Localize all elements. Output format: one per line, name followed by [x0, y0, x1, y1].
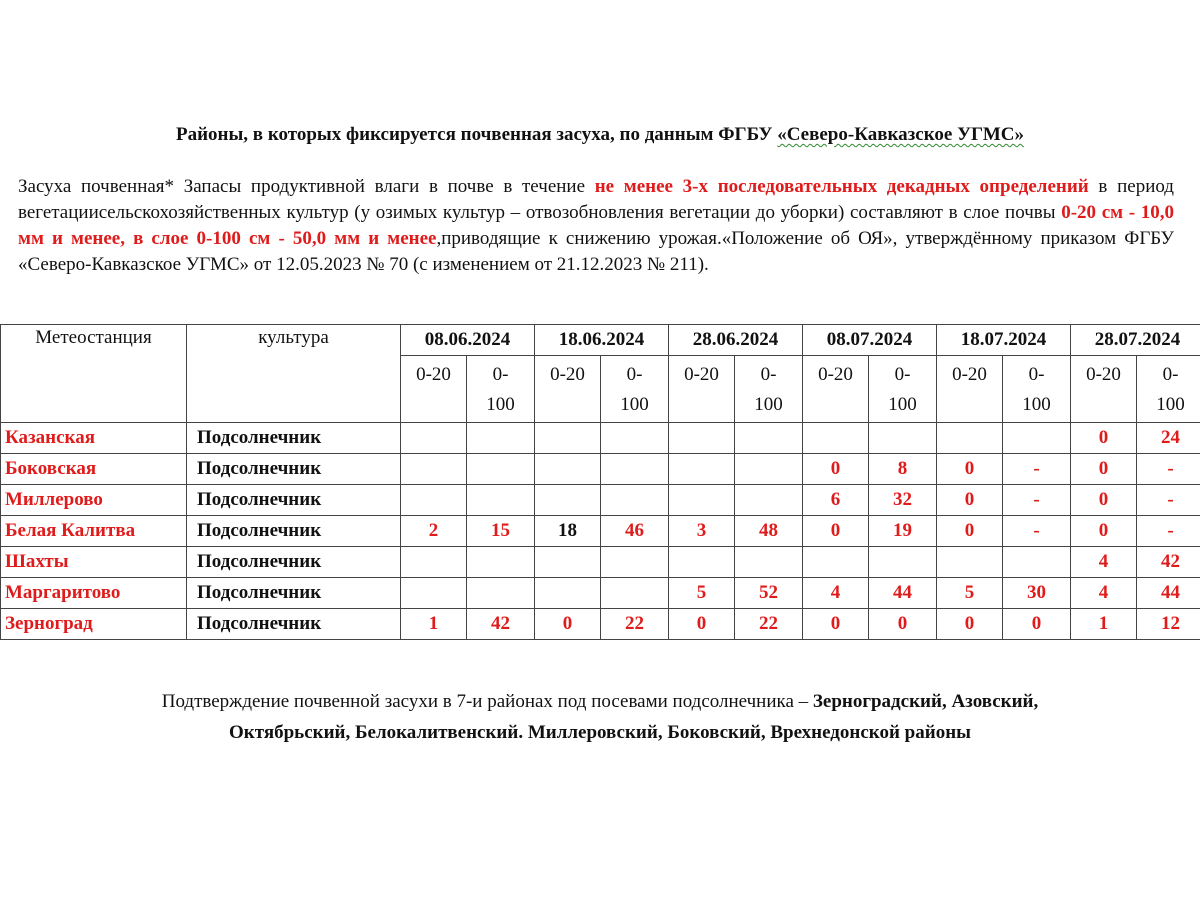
table-row — [1, 609, 1200, 640]
crop-name: Подсолнечник — [187, 454, 401, 485]
subheader-0-100: 0- 100 — [1003, 356, 1071, 423]
moisture-value — [401, 578, 467, 609]
header-date: 28.07.2024 — [1071, 325, 1200, 356]
moisture-value: 0 — [1071, 454, 1137, 485]
moisture-value — [467, 578, 535, 609]
crop-name: Подсолнечник — [187, 423, 401, 454]
moisture-value — [535, 485, 601, 516]
para-part-2: в период вегетацииcельскохозяйственных культур (у озимых культур – отвозобновления вегетации до уборки) составляют в слое почвы — [18, 176, 1174, 223]
moisture-value: 19 — [869, 516, 937, 547]
moisture-value: 44 — [869, 578, 937, 609]
moisture-value: - — [1003, 516, 1071, 547]
para-red-2: 0-20 см - 10,0 мм и менее, в слое 0-100 см - 50,0 мм и менее — [18, 202, 1174, 249]
moisture-value — [401, 454, 467, 485]
moisture-value — [1003, 547, 1071, 578]
crop-name: Подсолнечник — [187, 547, 401, 578]
moisture-value — [467, 454, 535, 485]
station-name: Маргаритово — [1, 578, 187, 609]
para-red-1: не менее 3-х последовательных декадных определений — [594, 176, 1089, 197]
moisture-value — [735, 547, 803, 578]
moisture-value — [535, 454, 601, 485]
moisture-value: 0 — [1071, 485, 1137, 516]
moisture-value: 15 — [467, 516, 535, 547]
moisture-value: 0 — [803, 454, 869, 485]
subheader-0-100: 0- 100 — [735, 356, 803, 423]
moisture-value: 6 — [803, 485, 869, 516]
moisture-value: 0 — [937, 485, 1003, 516]
header-row — [1, 325, 1200, 356]
moisture-value — [535, 578, 601, 609]
subheader-0-100: 0- 100 — [467, 356, 535, 423]
header-date: 08.07.2024 — [803, 325, 937, 356]
moisture-value: 22 — [735, 609, 803, 640]
footer-note — [0, 686, 1200, 748]
footer-line-2 — [0, 717, 1200, 748]
moisture-value — [535, 547, 601, 578]
moisture-value: 0 — [803, 516, 869, 547]
header-date: 18.06.2024 — [535, 325, 669, 356]
crop-name: Подсолнечник — [187, 578, 401, 609]
moisture-value — [869, 423, 937, 454]
subheader-0-20: 0-20 — [401, 356, 467, 423]
moisture-value: 32 — [869, 485, 937, 516]
moisture-value — [401, 485, 467, 516]
moisture-value: - — [1003, 485, 1071, 516]
moisture-value: 5 — [669, 578, 735, 609]
moisture-value — [669, 547, 735, 578]
moisture-value: 0 — [937, 454, 1003, 485]
moisture-value — [937, 423, 1003, 454]
header-date: 08.06.2024 — [401, 325, 535, 356]
table-row — [1, 454, 1200, 485]
subheader-0-20: 0-20 — [937, 356, 1003, 423]
moisture-value: 12 — [1137, 609, 1200, 640]
moisture-value: 8 — [869, 454, 937, 485]
moisture-value: - — [1137, 485, 1200, 516]
drought-table — [0, 324, 1200, 640]
moisture-value — [401, 423, 467, 454]
moisture-value: 0 — [803, 609, 869, 640]
moisture-value: 18 — [535, 516, 601, 547]
moisture-value — [535, 423, 601, 454]
moisture-value: 2 — [401, 516, 467, 547]
moisture-value: 3 — [669, 516, 735, 547]
moisture-value — [735, 423, 803, 454]
footer-line-1 — [0, 686, 1200, 717]
moisture-value — [467, 547, 535, 578]
moisture-value — [601, 423, 669, 454]
moisture-value — [735, 485, 803, 516]
station-name: Белая Калитва — [1, 516, 187, 547]
moisture-value: 4 — [1071, 578, 1137, 609]
moisture-value: 5 — [937, 578, 1003, 609]
moisture-value — [803, 547, 869, 578]
moisture-value — [467, 423, 535, 454]
moisture-value — [601, 485, 669, 516]
moisture-value — [735, 454, 803, 485]
moisture-value: 0 — [869, 609, 937, 640]
moisture-value: 42 — [1137, 547, 1200, 578]
moisture-value: 4 — [803, 578, 869, 609]
moisture-value — [669, 485, 735, 516]
moisture-value — [803, 423, 869, 454]
moisture-value: 48 — [735, 516, 803, 547]
moisture-value: 0 — [669, 609, 735, 640]
title-text: Районы, в которых фиксируется почвенная засуха, по данным ФГБУ — [175, 124, 778, 145]
moisture-value — [1003, 423, 1071, 454]
table-row — [1, 423, 1200, 454]
moisture-value: 0 — [937, 516, 1003, 547]
moisture-value: 22 — [601, 609, 669, 640]
crop-name: Подсолнечник — [187, 485, 401, 516]
moisture-value: 0 — [937, 609, 1003, 640]
page-title — [0, 124, 1200, 146]
moisture-value — [601, 454, 669, 485]
subheader-0-20: 0-20 — [1071, 356, 1137, 423]
station-name: Шахты — [1, 547, 187, 578]
header-date: 18.07.2024 — [937, 325, 1071, 356]
definition-paragraph — [18, 174, 1174, 278]
footer-districts-2: Октябрьский, Белокалитвенский. Миллеровский, Боковский, Врехнедонской районы — [229, 722, 971, 743]
table-row — [1, 547, 1200, 578]
subheader-0-20: 0-20 — [803, 356, 869, 423]
header-date: 28.06.2024 — [669, 325, 803, 356]
station-name: Казанская — [1, 423, 187, 454]
para-part-1: Засуха почвенная* Запасы продуктивной влаги в почве в течение — [18, 176, 595, 197]
moisture-value — [937, 547, 1003, 578]
moisture-value: 1 — [401, 609, 467, 640]
moisture-value — [669, 423, 735, 454]
subheader-0-100: 0- 100 — [1137, 356, 1200, 423]
moisture-value — [401, 547, 467, 578]
subheader-0-100: 0- 100 — [601, 356, 669, 423]
subheader-0-20: 0-20 — [535, 356, 601, 423]
moisture-value: 24 — [1137, 423, 1200, 454]
table-row — [1, 578, 1200, 609]
moisture-value: 46 — [601, 516, 669, 547]
crop-name: Подсолнечник — [187, 609, 401, 640]
subheader-0-20: 0-20 — [669, 356, 735, 423]
moisture-value: 4 — [1071, 547, 1137, 578]
moisture-value — [601, 547, 669, 578]
station-name: Боковская — [1, 454, 187, 485]
title-org: «Северо-Кавказское УГМС» — [777, 124, 1025, 145]
footer-text: Подтверждение почвенной засухи в 7-и районах под посевами подсолнечника – — [161, 691, 813, 712]
moisture-value — [601, 578, 669, 609]
table-body — [1, 423, 1200, 640]
station-name: Миллерово — [1, 485, 187, 516]
moisture-value: - — [1137, 516, 1200, 547]
moisture-value: 42 — [467, 609, 535, 640]
header-station: Метеостанция — [1, 325, 187, 423]
moisture-value: 0 — [1003, 609, 1071, 640]
moisture-value: 30 — [1003, 578, 1071, 609]
table-row — [1, 485, 1200, 516]
moisture-value: 0 — [1071, 423, 1137, 454]
crop-name: Подсолнечник — [187, 516, 401, 547]
moisture-value: - — [1137, 454, 1200, 485]
header-crop: культура — [187, 325, 401, 423]
moisture-value: - — [1003, 454, 1071, 485]
moisture-value: 44 — [1137, 578, 1200, 609]
subheader-0-100: 0- 100 — [869, 356, 937, 423]
moisture-value: 0 — [535, 609, 601, 640]
moisture-value: 0 — [1071, 516, 1137, 547]
footer-districts-1: Зерноградский, Азовский, — [812, 691, 1039, 712]
moisture-value — [467, 485, 535, 516]
table-row — [1, 516, 1200, 547]
moisture-value: 1 — [1071, 609, 1137, 640]
moisture-value: 52 — [735, 578, 803, 609]
station-name: Зерноград — [1, 609, 187, 640]
moisture-value — [669, 454, 735, 485]
para-part-3: ,приводящие к снижению урожая.«Положение об ОЯ», утверждённому приказом ФГБУ «Северо-Кавказское УГМС» от 12.05.2023 № 70 (с изменением от 21.12.2023 № 211). — [18, 228, 1174, 275]
moisture-value — [869, 547, 937, 578]
